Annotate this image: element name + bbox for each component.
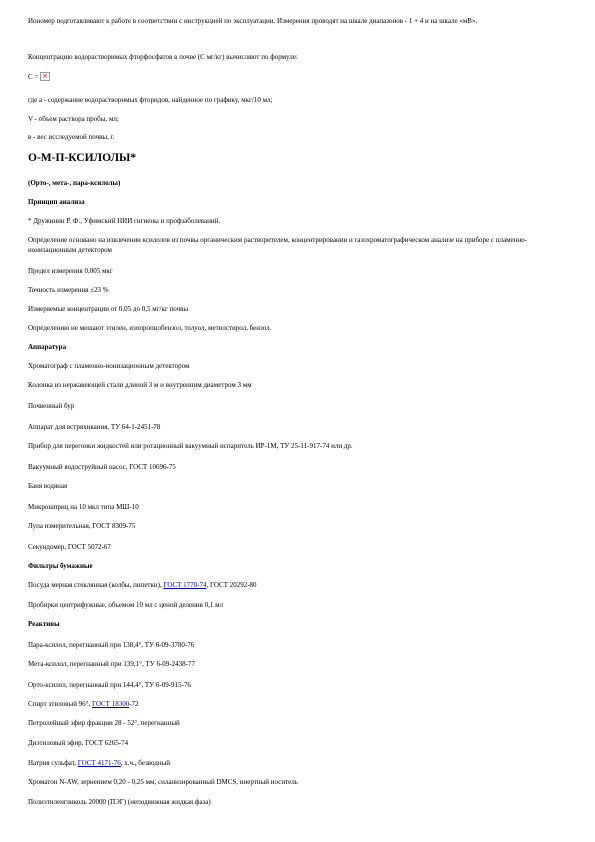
- reagent-item: Мета-ксилол, перегнанный при 139,1°, ТУ 6-09-2438-77: [28, 660, 195, 668]
- diethyl-ether: Диэтиловый эфир, ГОСТ 6265-74: [28, 739, 129, 747]
- principle-text: Определение основано на извлечении ксилолов из почвы органическим растворителем, концентрировании и газохроматографическом анализе на приборе с пламенно-ионизационным детектором: [28, 236, 527, 254]
- glassware-line: [28, 580, 568, 590]
- formula-intro: Концентрацию водорастворимых фторфосфатов в почве (С мг/кг) вычисляют по формуле:: [28, 53, 298, 61]
- apparatus-item: Баня водяная: [28, 482, 68, 490]
- section-title: О-М-П-КСИЛОЛЫ*: [28, 152, 137, 164]
- measurement-range: Измеряемые концентрации от 0,05 до 0,5 мг/кг почвы: [28, 305, 189, 313]
- centrifuge-tubes: Пробирки центрифужные, объемом 10 мл с ценой деления 0,1 мл: [28, 601, 224, 609]
- alcohol-text: Спирт этиловый 96°,: [28, 700, 92, 708]
- apparatus-heading: Аппаратура: [28, 343, 67, 351]
- apparatus-item: Секундомер, ГОСТ 5072-67: [28, 543, 111, 551]
- sulfate-line: [28, 758, 568, 768]
- gost-1770-link[interactable]: ГОСТ 1770-74: [163, 581, 207, 589]
- principle-heading: Принцип анализа: [28, 198, 85, 206]
- section-subtitle: (Орто-, мета-, пара-ксилолы): [28, 179, 121, 187]
- apparatus-item: Фильтры бумажные: [28, 562, 93, 570]
- apparatus-item: Аппарат для встряхивания, ТУ 64-1-2451-78: [28, 423, 161, 431]
- definition-v: V - объем раствора пробы, мл;: [28, 115, 119, 123]
- definition-a: где а - содержание водорастворимых фторидов, найденное по графику, мкг/10 мл;: [28, 96, 273, 104]
- peg-phase: Полиэтиленгликоль 20000 (ПЭГ) (неподвижная жидкая фаза): [28, 798, 211, 806]
- glassware-text: Посуда мерная стеклянная (колбы, пипетки),: [28, 581, 164, 589]
- broken-image-icon: [40, 72, 50, 81]
- definition-b: в - вес исследуемой почвы, г.: [28, 133, 115, 141]
- footnote-author: * Дружинин Р. Ф., Уфимский НИИ гигиены и профзаболеваний.: [28, 217, 221, 225]
- apparatus-item: Прибор для перегонки жидкостей или ротационный вакуумный испаритель ИР-1М, ТУ 25-11-917-74 или др.: [28, 442, 353, 450]
- sulfate-tail: , х.ч., безводный: [120, 759, 171, 767]
- interference-note: Определению не мешают этилен, изопропилбензол, толуол, метилстирол, бензол.: [28, 324, 272, 332]
- sulfate-text: Натрия сульфат,: [28, 759, 78, 767]
- formula-prefix: С =: [28, 73, 39, 81]
- apparatus-item: Лупа измерительная, ГОСТ 8309-75: [28, 522, 136, 530]
- apparatus-item: Хроматограф с пламенно-ионизационным детектором: [28, 362, 190, 370]
- gost-4171-link[interactable]: ГОСТ 4171-76: [77, 759, 121, 767]
- chromaton-carrier: Хроматон N-AW, зернением 0,20 - 0,25 мм, силанизированный DMCS, инертный носитель: [28, 778, 298, 786]
- alcohol-tail: -72: [129, 700, 139, 708]
- gost-18300-link[interactable]: ГОСТ 18300: [91, 700, 130, 708]
- apparatus-item: Колонка из нержавеющей стали длиной 3 м и внутренним диаметром 3 мм: [28, 381, 252, 389]
- formula-line: [28, 72, 568, 82]
- apparatus-item: Вакуумный водоструйный насос, ГОСТ 10696-75: [28, 463, 176, 471]
- apparatus-item: Почвенный бур: [28, 402, 75, 410]
- petroleum-ether: Петролейный эфир фракции 28 - 52°, перегнанный: [28, 719, 180, 727]
- alcohol-line: [28, 699, 568, 709]
- reagent-item: Орто-ксилол, перегнанный при 144,4°, ТУ 6-09-915-76: [28, 681, 191, 689]
- reagents-heading: Реактивы: [28, 620, 60, 628]
- intro-paragraph: Иономер подготавливают к работе в соответствии с инструкцией по эксплуатации. Измерения проводят на шкале диапазонов - 1 + 4 и на шкале «мВ».: [28, 17, 478, 25]
- apparatus-item: Микрошприц на 10 мкл типа МШ-10: [28, 503, 139, 511]
- accuracy: Точность измерения ±23 %: [28, 286, 109, 294]
- glassware-tail: , ГОСТ 20292-80: [206, 581, 257, 589]
- reagent-item: Пара-ксилол, перегнанный при 138,4°, ТУ 6-09-3780-76: [28, 641, 195, 649]
- detection-limit: Предел измерения 0,005 мкг: [28, 267, 113, 275]
